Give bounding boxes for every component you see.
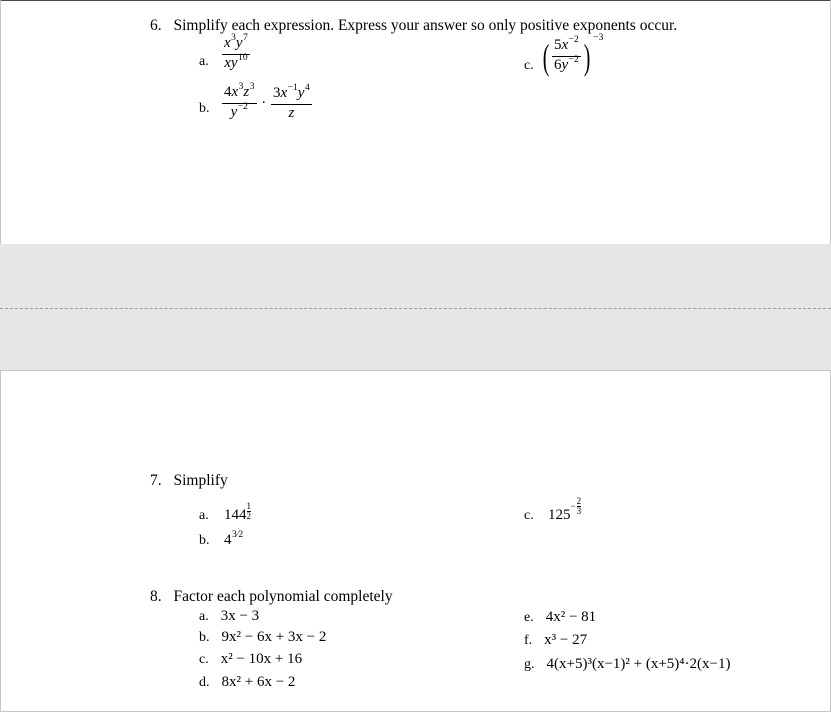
page-break-line [0, 308, 831, 309]
question-prompt: Simplify [173, 472, 228, 489]
expression-6a: $\frac{x^3y^7}{xy^{10}}$ [224, 33, 248, 71]
item-label: e. [524, 610, 534, 625]
item-label: f. [524, 633, 533, 648]
item-label-7c: c. [524, 508, 534, 523]
list-item [524, 608, 596, 626]
question-number: 6. [150, 17, 162, 34]
expression-8a: 3x − 3 [220, 608, 260, 624]
item-label: d. [199, 675, 210, 690]
expression-7c: 125 − 2 3 [548, 496, 582, 523]
expression-7b: $4^{3⁄2}$ [224, 530, 244, 548]
expression-6c: ( $\frac{5x^{-2}}{6y^{-2}}$ ) $^{-3}$ [542, 32, 604, 77]
item-label-6a: a. [199, 54, 209, 69]
item-label: g. [524, 657, 535, 672]
question-prompt: Simplify each expression. Express your answer so only positive exponents occur. [173, 17, 678, 34]
list-item [524, 631, 587, 649]
question-number: 7. [150, 472, 162, 489]
item-label: c. [199, 652, 209, 667]
item-label: a. [199, 609, 209, 624]
expression-8d: 8x² + 6x − 2 [221, 674, 296, 690]
item-label-7a: a. [199, 508, 209, 523]
list-item [524, 655, 730, 673]
item-label-6c: c. [524, 58, 534, 73]
expression-8e: 4x² − 81 [545, 609, 597, 625]
question-7 [150, 472, 228, 490]
list-item [199, 607, 259, 625]
list-item [199, 628, 326, 646]
expression-8b: 9x² − 6x + 3x − 2 [221, 629, 327, 645]
question-number: 8. [150, 588, 162, 605]
list-item [199, 673, 295, 691]
item-label: b. [199, 630, 210, 645]
expression-8f: x³ − 27 [544, 632, 588, 648]
expression-8c: x² − 10x + 16 [220, 651, 303, 667]
item-label-6b: b. [199, 101, 210, 116]
question-8 [150, 588, 393, 606]
expression-7a: 144 $\frac{1}{2}$ [224, 501, 251, 523]
list-item [199, 650, 302, 668]
item-label-7b: b. [199, 533, 210, 548]
page-gap [0, 244, 831, 370]
worksheet-page-1 [0, 0, 831, 246]
question-prompt: Factor each polynomial completely [173, 588, 393, 605]
expression-6b: $\frac{4x^3z^3}{y^{-2}}$ · $\frac{3x^{-1}y^4}{z}$ [224, 82, 310, 121]
expression-8g: 4(x+5)³(x−1)² + (x+5)⁴·2(x−1) [546, 656, 731, 672]
